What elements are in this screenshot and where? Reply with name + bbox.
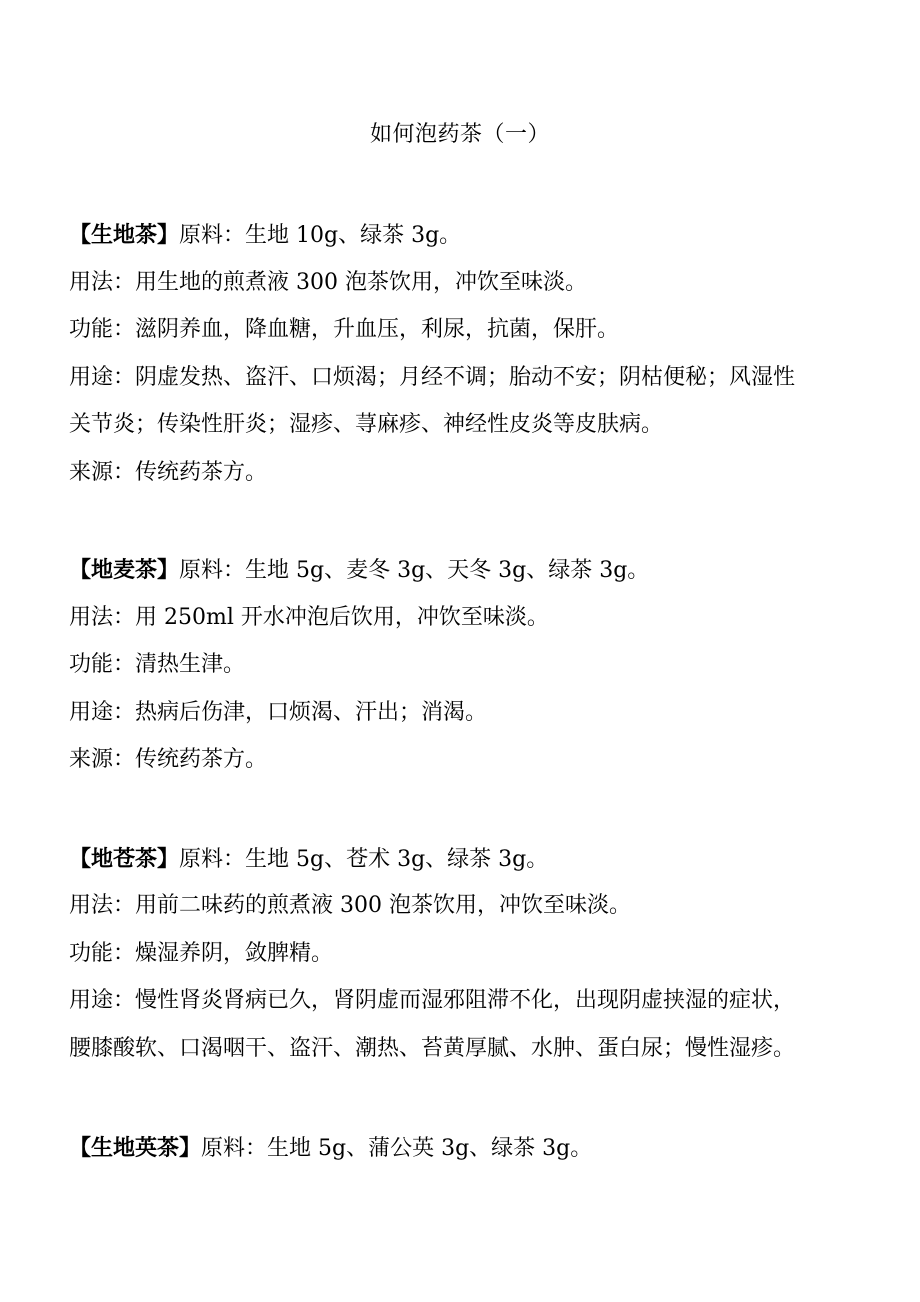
recipe-header-line [69,1131,869,1166]
recipe-source: 来源：传统药茶方。 [69,460,268,485]
recipe-ingredients: 原料：生地 5g、苍术 3g、绿茶 3g。 [179,847,549,872]
recipe-indication: 用途：热病后伤津，口烦渴、汗出；消渴。 [69,700,488,725]
recipe-indication: 用途：慢性肾炎肾病已久，肾阴虚而湿邪阻滞不化，出现阴虚挟湿的症状， [69,988,796,1013]
recipe-name: 【地苍茶】 [69,846,180,872]
recipe-ingredients: 原料：生地 5g、麦冬 3g、天冬 3g、绿茶 3g。 [179,558,650,583]
recipe-function: 功能：燥湿养阴，敛脾精。 [69,941,334,966]
recipe-name: 【生地茶】 [69,222,180,248]
recipe-function: 功能：滋阴养血，降血糖，升血压，利尿，抗菌，保肝。 [69,317,620,342]
recipe-name: 【地麦茶】 [69,557,180,583]
recipe-header-line [69,842,869,877]
recipe-usage: 用法：用生地的煎煮液 300 泡茶饮用，冲饮至味淡。 [69,270,587,295]
recipe-usage: 用法：用前二味药的煎煮液 300 泡茶饮用，冲饮至味淡。 [69,893,631,918]
recipe-header-line [69,218,869,253]
recipe-ingredients: 原料：生地 5g、蒲公英 3g、绿茶 3g。 [201,1136,593,1161]
recipe-indication: 用途：阴虚发热、盗汗、口烦渴；月经不调；胎动不安；阴枯便秘；风湿性 [69,365,796,390]
recipe-source: 来源：传统药茶方。 [69,747,268,772]
page-title: 如何泡药茶（一） [369,122,550,147]
recipe-indication-continued: 关节炎；传染性肝炎；湿疹、荨麻疹、神经性皮炎等皮肤病。 [69,412,664,437]
recipe-usage: 用法：用 250ml 开水冲泡后饮用，冲饮至味淡。 [69,605,549,630]
recipe-ingredients: 原料：生地 10g、绿茶 3g。 [179,223,462,248]
recipe-function: 功能：清热生津。 [69,652,246,677]
recipe-name: 【生地英茶】 [69,1135,202,1161]
recipe-header-line [69,553,869,588]
recipe-indication-continued: 腰膝酸软、口渴咽干、盗汗、潮热、苔黄厚腻、水肿、蛋白尿；慢性湿疹。 [69,1036,796,1061]
